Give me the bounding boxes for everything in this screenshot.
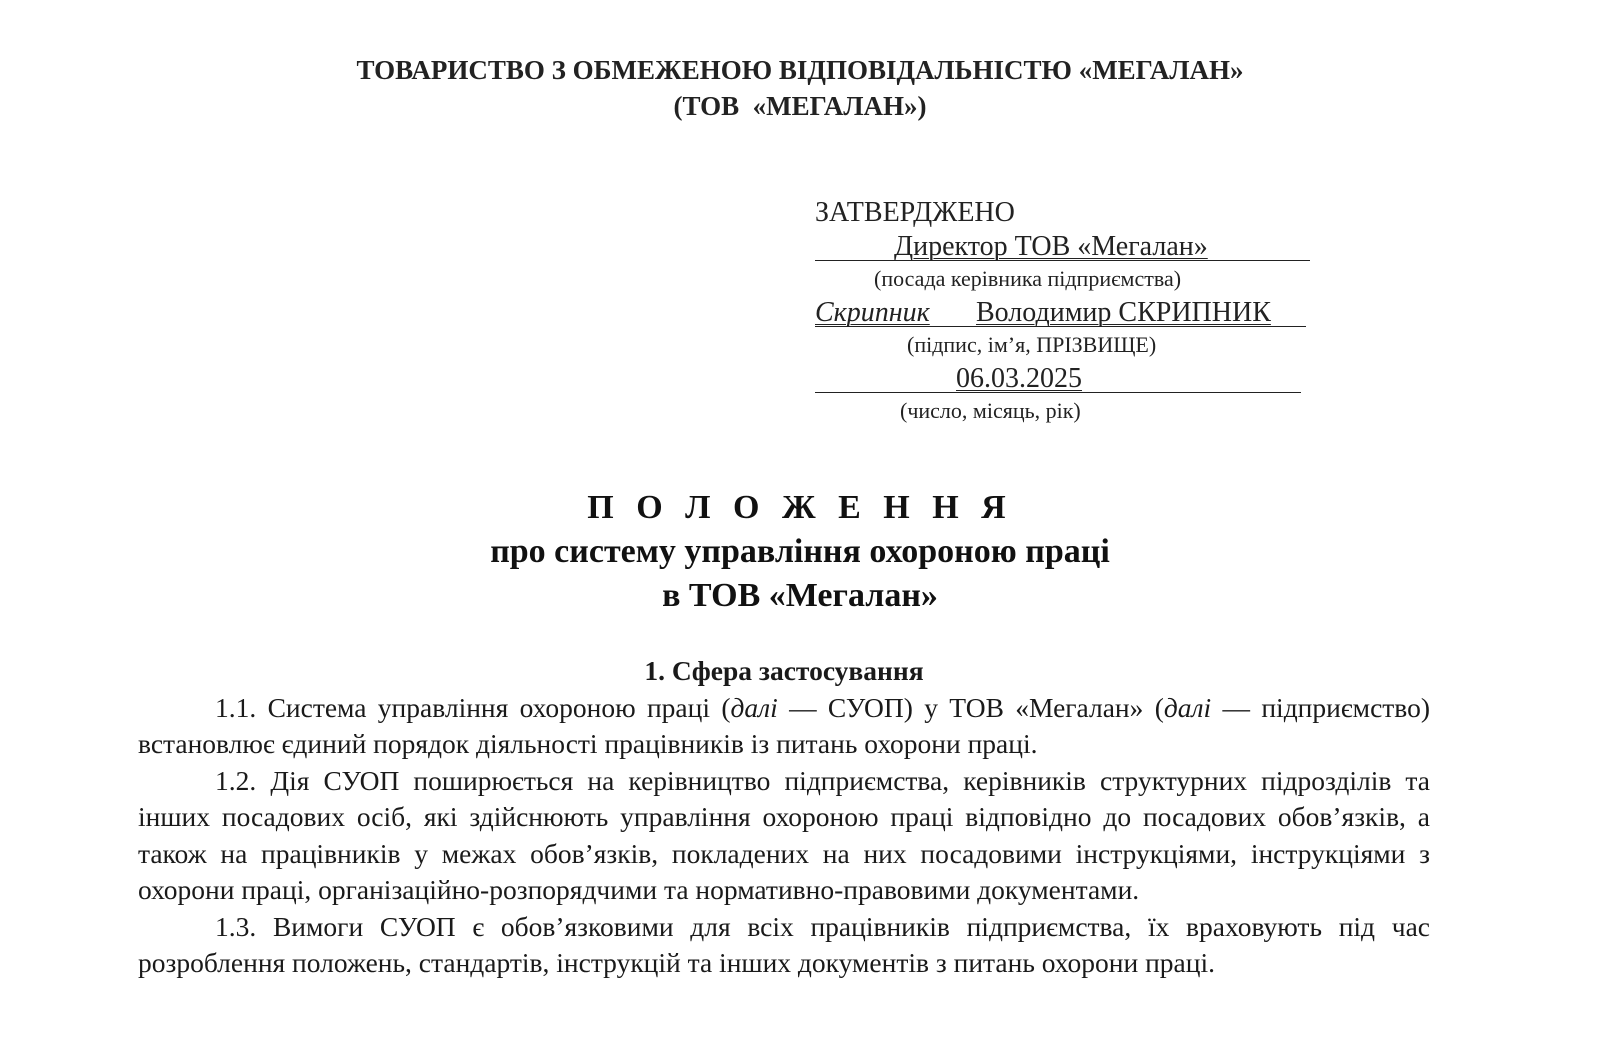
date-value: 06.03.2025 — [956, 363, 1082, 394]
approval-block — [815, 196, 1335, 428]
document-type: П О Л О Ж Е Н Н Я — [587, 489, 1013, 526]
paragraph-1-3: 1.3. Вимоги СУОП є обов’язковими для всіх працівників підприємства, їх враховують під час розроблення положень, стандартів, інструкцій та інших документів з питань охорони праці. — [138, 910, 1430, 978]
name-caption: (підпис, ім’я, ПРІЗВИЩЕ) — [907, 332, 1157, 357]
position-field — [815, 230, 1335, 264]
paragraph-1-2: 1.2. Дія СУОП поширюється на керівництво підприємства, керівників структурних підрозділів та інших посадових осіб, які здійснюють управління охороною праці відповідно до посадових обов’язків, а також на працівників у межах обов’язків, покладених на них посадовими інструкціями, інструкціями з охорони праці, організаційно-розпорядчими та нормативно-правовими документами. — [138, 764, 1430, 905]
signature-name-field — [815, 296, 1335, 330]
document-title — [0, 486, 1600, 618]
full-name: Володимир СКРИПНИК — [976, 297, 1271, 328]
position-value: Директор ТОВ «Мегалан» — [894, 231, 1208, 262]
p1-italic-a: далі — [730, 691, 778, 723]
p1-text-a: 1.1. Система управління охороною праці ( — [215, 691, 731, 723]
document-subtitle-line2: в ТОВ «Мегалан» — [662, 577, 938, 614]
paragraph-1-1 — [138, 690, 1430, 763]
p1-text-c: — підприємство) встановлює єдиний порядок діяльності працівників із питань охорони праці. — [138, 691, 1430, 759]
organization-short-name: (ТОВ «МЕГАЛАН») — [673, 91, 927, 121]
p1-italic-b: далі — [1163, 691, 1212, 723]
document-subtitle-line1: про систему управління охороною праці — [490, 533, 1110, 570]
organization-header — [0, 52, 1600, 124]
organization-full-name: ТОВАРИСТВО З ОБМЕЖЕНОЮ ВІДПОВІДАЛЬНІСТЮ «МЕГАЛАН» — [356, 55, 1244, 85]
date-caption: (число, місяць, рік) — [900, 398, 1081, 423]
approval-label: ЗАТВЕРДЖЕНО — [815, 197, 1015, 228]
signature: Скрипник — [815, 297, 930, 328]
section-heading: 1. Сфера застосування — [644, 655, 924, 686]
section-scope — [138, 653, 1430, 982]
date-field — [815, 362, 1335, 396]
p1-text-b: — СУОП) у ТОВ «Мегалан» ( — [777, 691, 1164, 723]
position-caption: (посада керівника підприємства) — [874, 266, 1182, 291]
